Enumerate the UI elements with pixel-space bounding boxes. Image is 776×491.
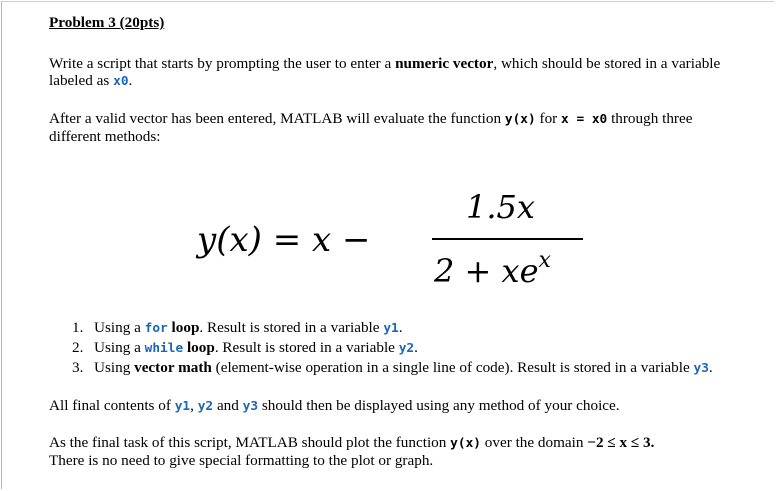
text: . bbox=[398, 319, 403, 336]
equation-numerator: 1.5x bbox=[466, 188, 535, 226]
text: and bbox=[213, 397, 243, 414]
text: Using a bbox=[94, 319, 145, 336]
variable-y2: y2 bbox=[398, 341, 415, 356]
exponent: x bbox=[538, 248, 551, 273]
paragraph-display bbox=[49, 397, 620, 416]
domain-expression: −2 ≤ x ≤ 3. bbox=[587, 434, 655, 451]
bold-text: loop bbox=[183, 339, 215, 356]
bold-text: loop bbox=[167, 319, 200, 336]
list-number: 2. bbox=[72, 339, 84, 356]
variable-y1: y1 bbox=[383, 321, 399, 336]
text: After a valid vector has been entered, MATLAB will evaluate the function bbox=[49, 110, 505, 127]
variable-x0: x0 bbox=[113, 74, 129, 89]
text: . bbox=[708, 359, 713, 376]
text: Using a bbox=[94, 339, 145, 356]
list-item bbox=[49, 338, 713, 358]
list-item bbox=[49, 358, 713, 378]
variable-y3: y3 bbox=[242, 399, 259, 414]
code-x-equals-x0: x = x0 bbox=[561, 112, 608, 127]
text: should then be displayed using any method of your choice. bbox=[258, 397, 620, 414]
list-number: 1. bbox=[72, 319, 84, 336]
denominator-text: 2 + xe bbox=[434, 252, 539, 290]
text: , bbox=[190, 397, 198, 414]
paragraph-evaluate-line1 bbox=[49, 110, 692, 129]
paragraph-plot-line1 bbox=[49, 434, 654, 453]
text: (element-wise operation in a single line of code). Result is stored in a variable bbox=[211, 359, 694, 376]
code-yx: y(x) bbox=[450, 436, 481, 451]
problem-title: Problem 3 (20pts) bbox=[49, 14, 165, 31]
keyword-while: while bbox=[144, 341, 184, 356]
variable-y2: y2 bbox=[197, 399, 214, 414]
fraction-bar bbox=[432, 238, 583, 240]
text: over the domain bbox=[481, 434, 588, 451]
text: There is no need to give special formatting to the plot or graph. bbox=[49, 452, 434, 469]
paragraph-prompt-line2 bbox=[49, 72, 132, 91]
equation-denominator bbox=[434, 248, 551, 290]
equation-lhs: y(x) = x − bbox=[197, 220, 371, 260]
text: . bbox=[414, 339, 418, 356]
code-yx: y(x) bbox=[504, 112, 536, 127]
keyword-for: for bbox=[144, 321, 168, 336]
text: Using bbox=[94, 359, 135, 376]
text: Write a script that starts by prompting the user to enter a bbox=[49, 55, 396, 72]
text: . bbox=[128, 72, 133, 89]
text: . Result is stored in a variable bbox=[199, 319, 384, 336]
variable-y3: y3 bbox=[693, 361, 709, 376]
variable-y1: y1 bbox=[174, 399, 191, 414]
list-item bbox=[49, 318, 713, 338]
text: through three bbox=[607, 110, 693, 127]
list-number: 3. bbox=[72, 359, 84, 376]
text: . Result is stored in a variable bbox=[214, 339, 399, 356]
text: for bbox=[535, 110, 562, 127]
method-list bbox=[49, 318, 713, 378]
paragraph-evaluate-line2 bbox=[49, 128, 161, 146]
paragraph-plot-line2 bbox=[49, 452, 433, 470]
text: different methods: bbox=[49, 128, 161, 145]
text: As the final task of this script, MATLAB should plot the function bbox=[49, 434, 451, 451]
bold-text: numeric vector bbox=[395, 55, 494, 72]
text: labeled as bbox=[49, 72, 114, 89]
text: All final contents of bbox=[49, 397, 175, 414]
bold-text: vector math bbox=[134, 359, 212, 376]
text: , which should be stored in a variable bbox=[493, 55, 721, 72]
paragraph-prompt-line1 bbox=[49, 55, 720, 73]
